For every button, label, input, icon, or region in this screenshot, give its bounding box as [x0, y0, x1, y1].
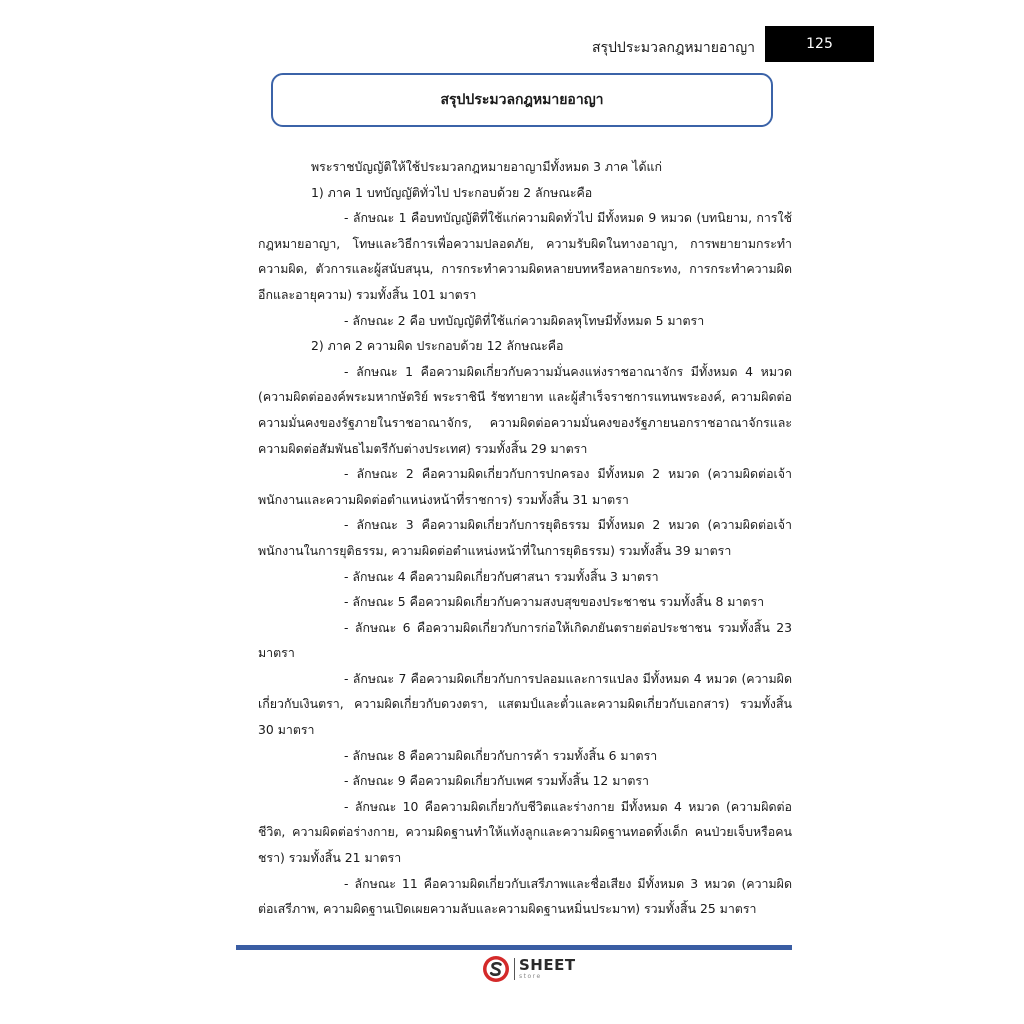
- running-header-title: สรุปประมวลกฎหมายอาญา: [591, 40, 755, 56]
- paragraph: - ลักษณะ 8 คือความผิดเกี่ยวกับการค้า รวมทั้งสิ้น 6 มาตรา: [344, 747, 658, 763]
- paragraph: - ลักษณะ 7 คือความผิดเกี่ยวกับการปลอมและการแปลง มีทั้งหมด 4 หมวด (ความผิดเกี่ยวกับเงินตรา, ความผิดเกี่ยวกับดวงตรา, แสตมป์และตั๋วและความผิดเกี่ยวกับเอกสาร) รวมทั้งสิ้น 30 มาตรา: [258, 670, 792, 738]
- paragraph: - ลักษณะ 10 คือความผิดเกี่ยวกับชีวิตและร่างกาย มีทั้งหมด 4 หมวด (ความผิดต่อชีวิต, ความผิดต่อร่างกาย, ความผิดฐานทำให้แท้งลูกและความผิดฐานทอดทิ้งเด็ก คนป่วยเจ็บหรือคนชรา) รวมทั้งสิ้น 21 มาตรา: [258, 798, 792, 866]
- paragraph: - ลักษณะ 3 คือความผิดเกี่ยวกับการยุติธรรม มีทั้งหมด 2 หมวด (ความผิดต่อเจ้าพนักงานในการยุติธรรม, ความผิดต่อตำแหน่งหน้าที่ในการยุติธรรม) รวมทั้งสิ้น 39 มาตรา: [258, 517, 792, 558]
- logo-word: SHEET: [519, 956, 576, 974]
- chapter-title: สรุปประมวลกฎหมายอาญา: [440, 92, 604, 108]
- paragraph: - ลักษณะ 11 คือความผิดเกี่ยวกับเสรีภาพและชื่อเสียง มีทั้งหมด 3 หมวด (ความผิดต่อเสรีภาพ, ความผิดฐานเปิดเผยความลับและความผิดฐานหมิ่นประมาท) รวมทั้งสิ้น 25 มาตรา: [258, 875, 792, 917]
- chapter-title-box: [271, 73, 773, 127]
- paragraph: - ลักษณะ 2 คือ บทบัญญัติที่ใช้แก่ความผิดลหุโทษมีทั้งหมด 5 มาตรา: [344, 312, 705, 328]
- paragraph: 2) ภาค 2 ความผิด ประกอบด้วย 12 ลักษณะคือ: [311, 338, 564, 354]
- paragraph: - ลักษณะ 5 คือความผิดเกี่ยวกับความสงบสุขของประชาชน รวมทั้งสิ้น 8 มาตรา: [344, 594, 765, 610]
- paragraph: 1) ภาค 1 บทบัญญัติทั่วไป ประกอบด้วย 2 ลักษณะคือ: [311, 184, 593, 200]
- logo-separator: [514, 958, 515, 980]
- paragraph: - ลักษณะ 9 คือความผิดเกี่ยวกับเพศ รวมทั้งสิ้น 12 มาตรา: [344, 773, 649, 789]
- paragraph: - ลักษณะ 2 คือความผิดเกี่ยวกับการปกครอง มีทั้งหมด 2 หมวด (ความผิดต่อเจ้าพนักงานและความผิดต่อตำแหน่งหน้าที่ราชการ) รวมทั้งสิ้น 31 มาตรา: [258, 466, 792, 507]
- page-number: 125: [765, 26, 874, 62]
- footer-rule: [236, 945, 792, 950]
- paragraph: - ลักษณะ 1 คือความผิดเกี่ยวกับความมั่นคงแห่งราชอาณาจักร มีทั้งหมด 4 หมวด (ความผิดต่อองค์พระมหากษัตริย์ พระราชินี รัชทายาท และผู้สำเร็จราชการแทนพระองค์, ความผิดต่อความมั่นคงของรัฐภายในราชอาณาจักร, ความผิดต่อความมั่นคงของรัฐภายนอกราชอาณาจักรและความผิดต่อสัมพันธไมตรีกับต่างประเทศ) รวมทั้งสิ้น 29 มาตรา: [258, 363, 792, 456]
- logo-text: [519, 958, 576, 980]
- paragraph: พระราชบัญญัติให้ใช้ประมวลกฎหมายอาญามีทั้งหมด 3 ภาค ได้แก่: [311, 159, 663, 174]
- sheet-store-logo: [482, 954, 576, 984]
- logo-subtext: store: [519, 973, 542, 980]
- paragraph: - ลักษณะ 4 คือความผิดเกี่ยวกับศาสนา รวมทั้งสิ้น 3 มาตรา: [344, 568, 659, 584]
- paragraph: - ลักษณะ 1 คือบทบัญญัติที่ใช้แก่ความผิดทั่วไป มีทั้งหมด 9 หมวด (บทนิยาม, การใช้กฎหมายอาญา, โทษและวิธีการเพื่อความปลอดภัย, ความรับผิดในทางอาญา, การพยายามกระทำความผิด, ตัวการและผู้สนับสนุน, การกระทำความผิดหลายบทหรือหลายกระทง, การกระทำความผิดอีกและอายุความ) รวมทั้งสิ้น 101 มาตรา: [258, 210, 792, 302]
- paragraph: - ลักษณะ 6 คือความผิดเกี่ยวกับการก่อให้เกิดภยันตรายต่อประชาชน รวมทั้งสิ้น 23 มาตรา: [258, 619, 792, 661]
- body-text: [258, 154, 792, 922]
- sheet-store-s-icon: [482, 955, 510, 983]
